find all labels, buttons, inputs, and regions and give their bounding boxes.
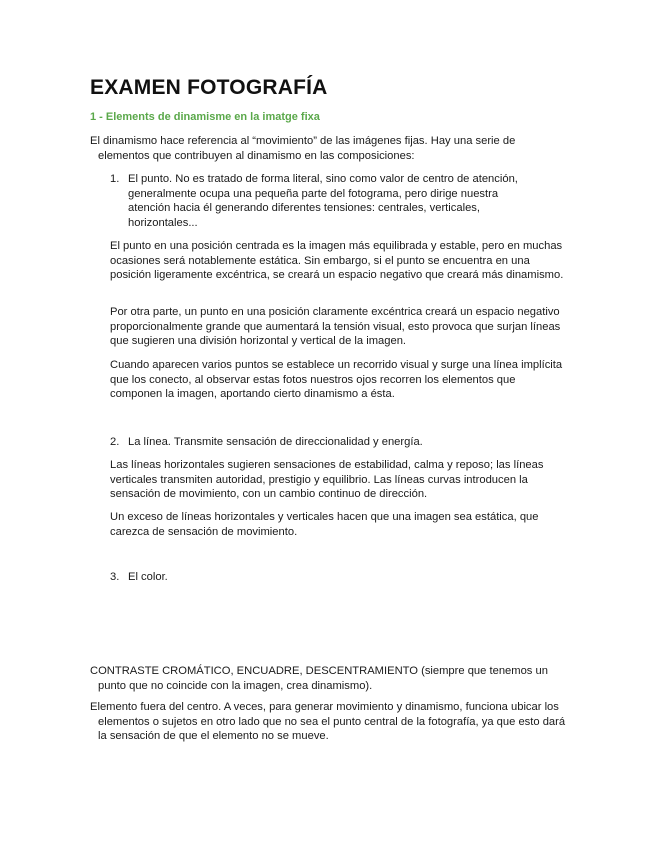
line-paragraph-1: Las líneas horizontales sugieren sensaciones de estabilidad, calma y reposo; las líneas verticales transmiten autoridad, prestigio y equilibrio. Las líneas curvas introducen la sensación de movimiento, con un cambio continuo de dirección. (110, 459, 544, 501)
point-paragraph-3: Cuando aparecen varios puntos se establece un recorrido visual y surge una línea implícita que los conecto, al observar estas fotos nuestros ojos recorren los elementos que componen la imagen, aportando cierto dinamismo a ésta. (110, 359, 563, 401)
section-heading: 1 - Elements de dinamisme en la imatge fixa (90, 111, 320, 123)
list-item-text: El color. (128, 571, 168, 583)
page-title: EXAMEN FOTOGRAFÍA (90, 76, 328, 99)
list-item-number: 1. (110, 173, 120, 185)
list-item-number: 3. (110, 571, 120, 583)
point-paragraph-1: El punto en una posición centrada es la imagen más equilibrada y estable, pero en muchas ocasiones será notablemente estática. Sin embargo, si el punto se encuentra en una posición ligeramente excéntrica, se creará un espacio negativo que creará más dinamismo. (110, 240, 564, 282)
list-item-line (110, 435, 550, 451)
contrast-paragraph: CONTRASTE CROMÁTICO, ENCUADRE, DESCENTRAMIENTO (siempre que tenemos un punto que no coincide con la imagen, crea dinamismo). (90, 665, 548, 692)
point-paragraph-2: Por otra parte, un punto en una posición claramente excéntrica creará un espacio negativo proporcionalmente grande que aumentará la tensión visual, esto provoca que surjan líneas que sugieren una división horizontal y vertical de la imagen. (110, 306, 561, 348)
list-item-color (110, 570, 550, 586)
list-item-text: La línea. Transmite sensación de direccionalidad y energía. (128, 436, 423, 448)
list-item-point (110, 172, 550, 232)
line-paragraph-2: Un exceso de líneas horizontales y verticales hacen que una imagen sea estática, que carezca de sensación de movimiento. (110, 511, 539, 538)
off-center-paragraph: Elemento fuera del centro. A veces, para generar movimiento y dinamismo, funciona ubicar los elementos o sujetos en otro lado que no sea el punto central de la fotografía, ya que esto dará la sensación de que el elemento no se mueve. (90, 701, 566, 743)
intro-paragraph: El dinamismo hace referencia al “movimiento” de las imágenes fijas. Hay una serie de elementos que contribuyen al dinamismo en las composiciones: (90, 135, 516, 162)
list-item-text: El punto. No es tratado de forma literal, sino como valor de centro de atención, generalmente ocupa una pequeña parte del fotograma, pero dirige nuestra atención hacia él generando diferentes tensiones: centrales, verticales, horizontales... (128, 173, 518, 229)
list-item-number: 2. (110, 436, 120, 448)
